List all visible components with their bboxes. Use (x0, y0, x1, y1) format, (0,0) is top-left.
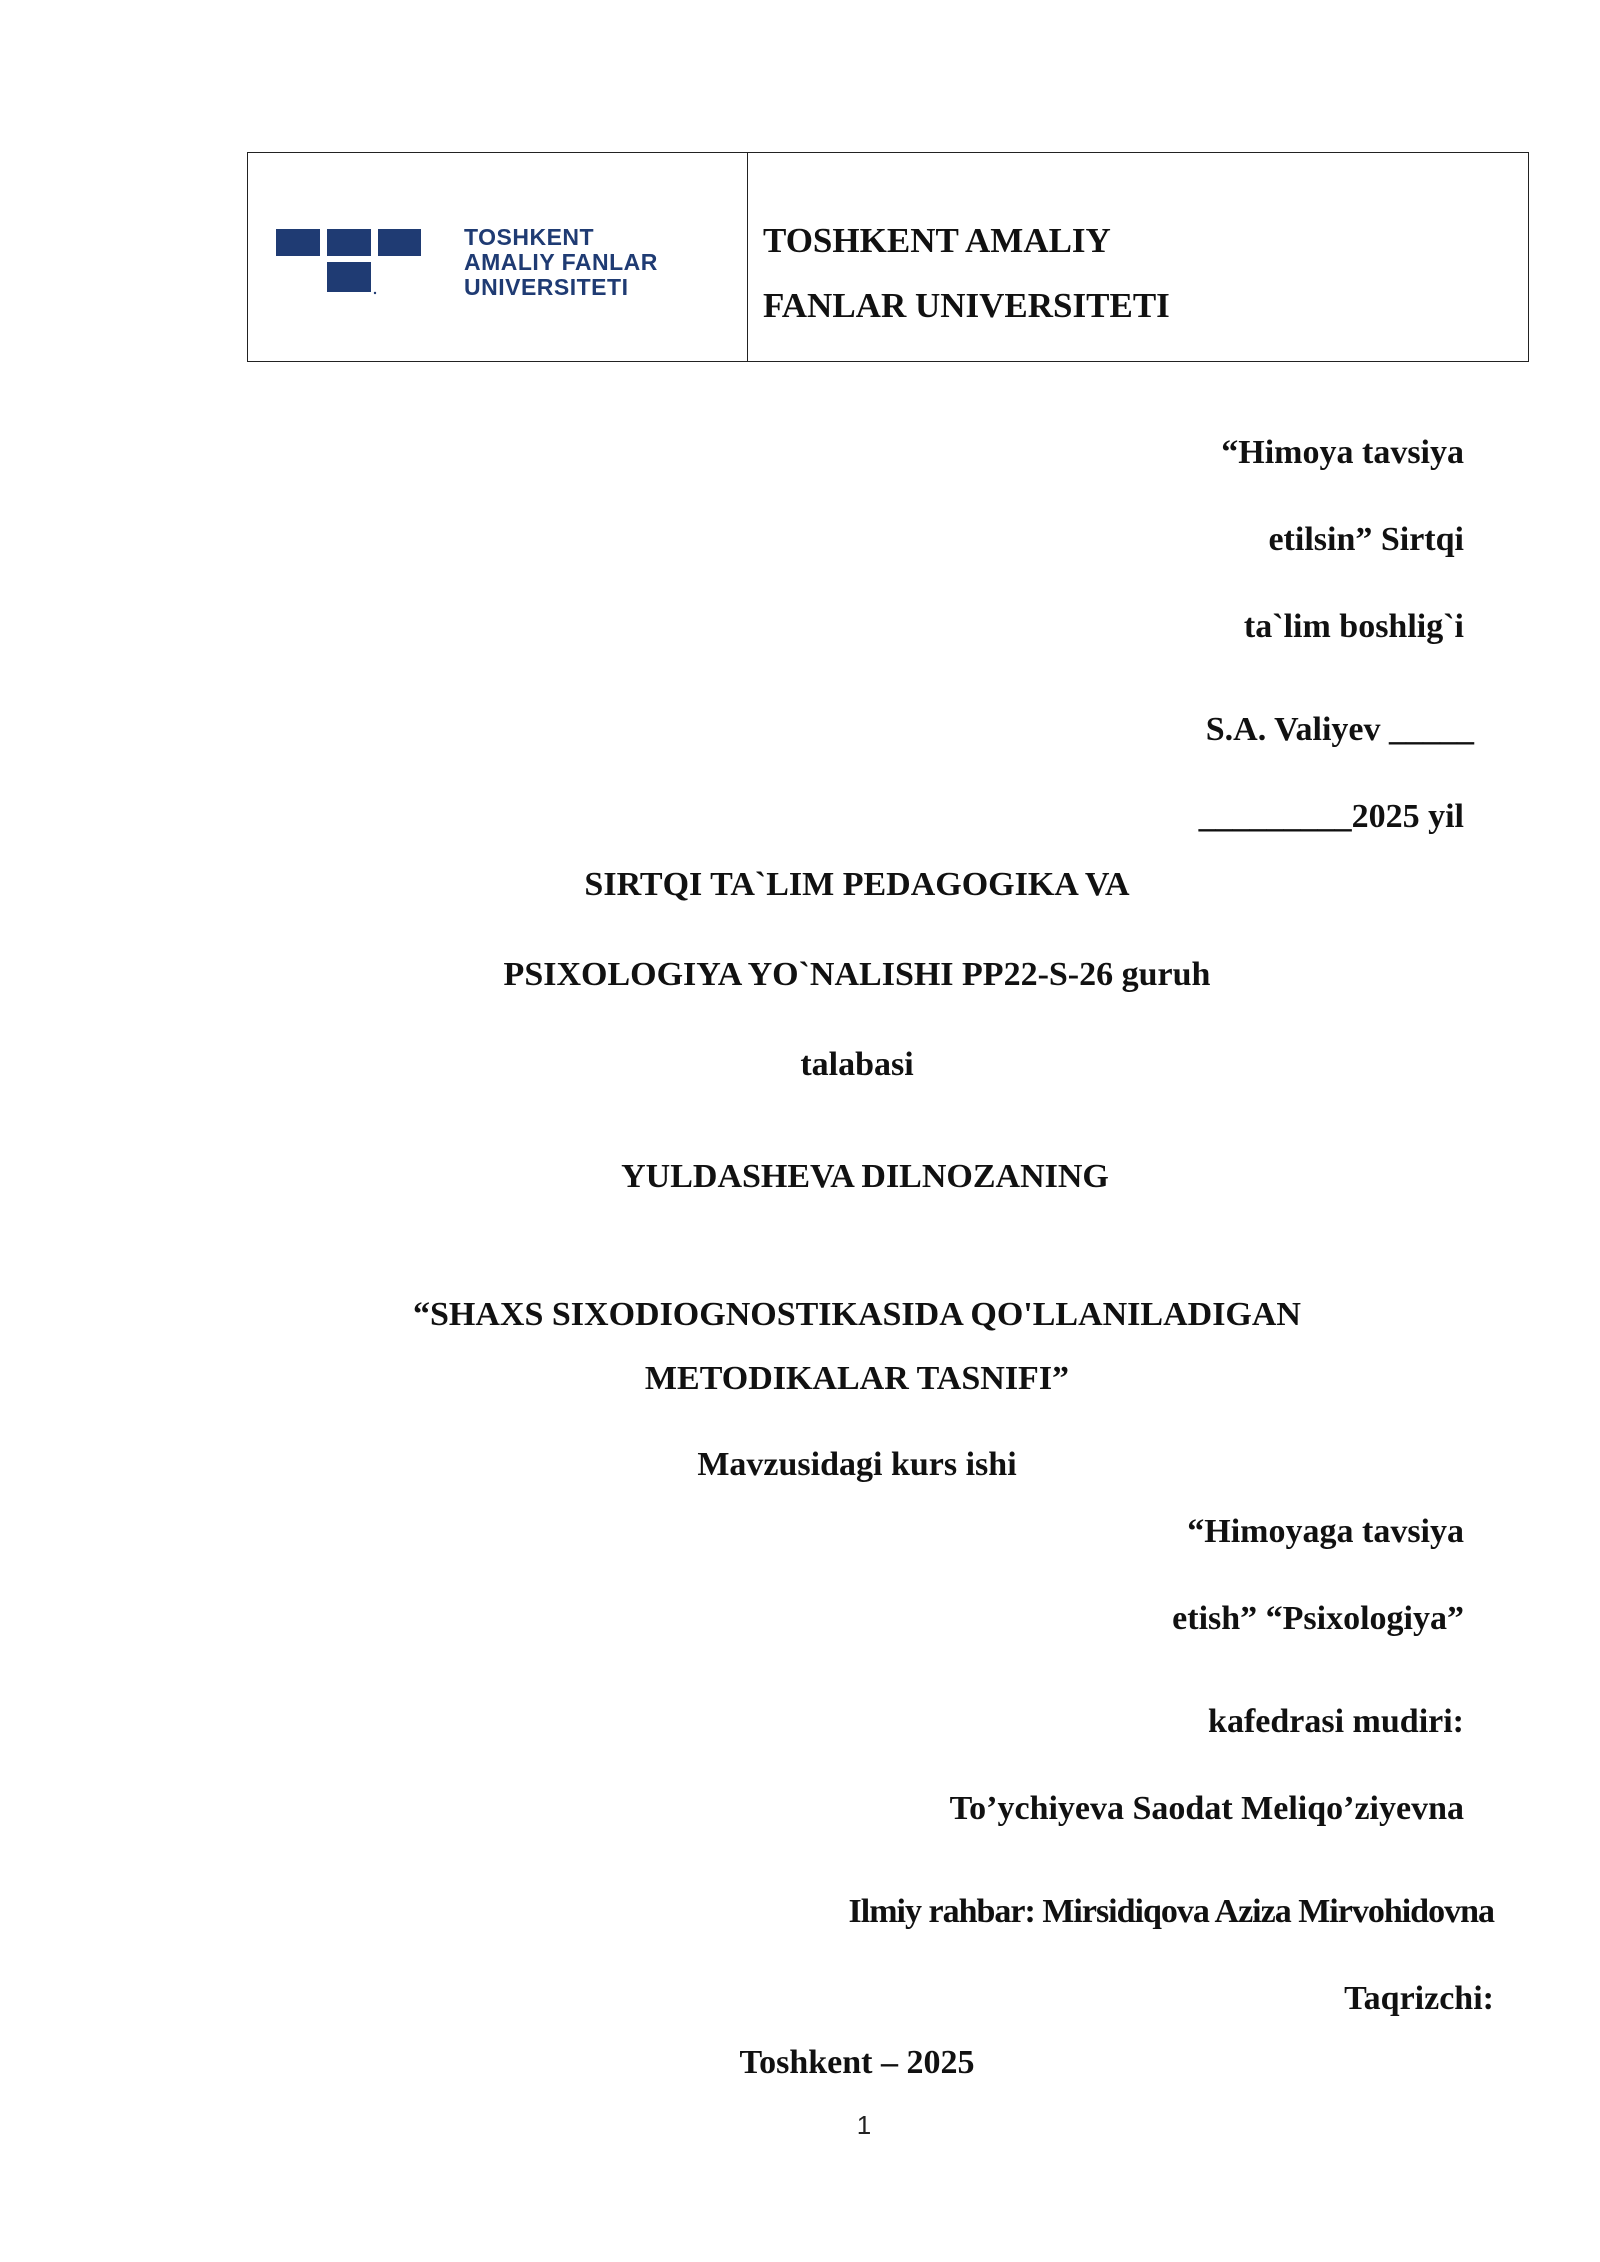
approval-top-line-1: “Himoya tavsiya (1221, 434, 1464, 471)
logo-line-2: AMALIY FANLAR (464, 249, 658, 275)
department-head-name: To’ychiyeva Saodat Meliqo’ziyevna (949, 1790, 1464, 1827)
topic-line-1: “SHAXS SIXODIOGNOSTIKASIDA QO'LLANILADIGAN (413, 1296, 1301, 1333)
logo-wordmark (464, 225, 658, 300)
approval-top-line-3: ta`lim boshlig`i (1243, 608, 1464, 645)
page-number: 1 (856, 2110, 872, 2140)
logo-cell (248, 153, 748, 361)
approval-bottom-line-3: kafedrasi mudiri: (1208, 1703, 1464, 1740)
approval-date-line: _________2025 yil (1198, 798, 1464, 835)
course-work-label: Mavzusidagi kurs ishi (697, 1446, 1017, 1483)
university-title-cell (748, 153, 1528, 361)
topic-line-2: METODIKALAR TASNIFI” (644, 1360, 1070, 1397)
student-name: YULDASHEVA DILNOZANING (621, 1158, 1109, 1195)
approval-bottom-line-1: “Himoyaga tavsiya (1187, 1513, 1464, 1550)
university-name-line-2: FANLAR UNIVERSITETI (763, 286, 1170, 325)
supervisor-line: Ilmiy rahbar: Mirsidiqova Aziza Mirvohidovna (848, 1893, 1494, 1930)
approval-signature-line: S.A. Valiyev _____ (1205, 711, 1474, 748)
university-logo-icon (276, 229, 421, 295)
logo-line-1: TOSHKENT (464, 224, 595, 250)
approval-top-line-2: etilsin” Sirtqi (1268, 521, 1464, 558)
student-line-2: PSIXOLOGIYA YO`NALISHI PP22-S-26 guruh (503, 956, 1211, 993)
university-name-line-1: TOSHKENT AMALIY (763, 221, 1111, 260)
student-line-1: SIRTQI TA`LIM PEDAGOGIKA VA (584, 866, 1130, 903)
city-year: Toshkent – 2025 (739, 2044, 975, 2081)
reviewer-line: Taqrizchi: (1344, 1980, 1494, 2017)
header-table (247, 152, 1529, 362)
logo-line-3: UNIVERSITETI (464, 274, 629, 300)
student-line-3: talabasi (800, 1046, 914, 1083)
approval-bottom-line-2: etish” “Psixologiya” (1172, 1600, 1464, 1637)
